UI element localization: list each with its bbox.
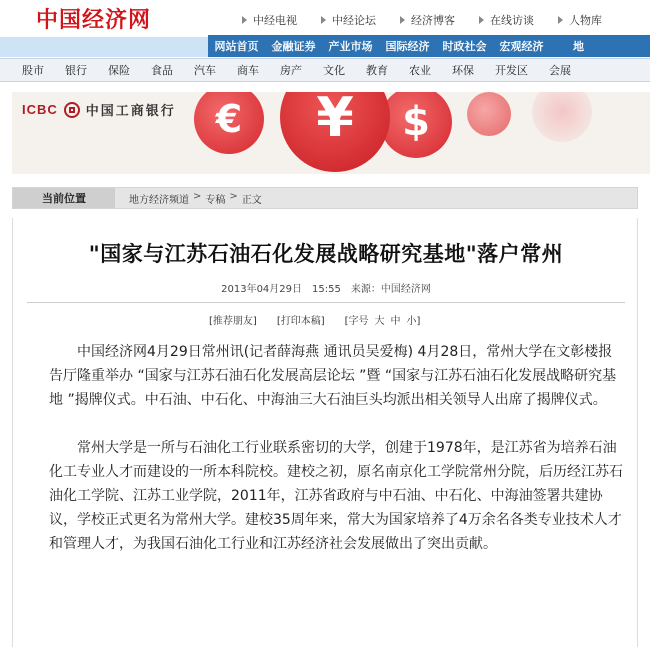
article-source: 来源：中国经济网: [350, 284, 431, 295]
font-size-small-link[interactable]: 小]: [406, 316, 421, 327]
article-date: 2013年04月29日: [221, 284, 303, 295]
breadcrumb-item-local-economy[interactable]: 地方经济频道: [129, 194, 189, 206]
breadcrumb-separator: >: [193, 190, 202, 202]
subnav-item[interactable]: 汽车: [194, 64, 216, 77]
icbc-brand-cn: 中国工商银行: [85, 104, 176, 119]
top-links: [242, 12, 626, 28]
nav-local[interactable]: 地: [573, 40, 584, 53]
nav-macro[interactable]: 宏观经济: [499, 40, 544, 53]
triangle-bullet-icon: [242, 16, 247, 24]
top-link-forum[interactable]: 中经论坛: [321, 12, 376, 28]
print-article-link[interactable]: [打印本稿]: [276, 316, 325, 327]
article-time: 15:55: [312, 284, 341, 295]
meta-divider: [27, 302, 625, 303]
nav-industry[interactable]: 产业市场: [328, 40, 373, 53]
decorative-coin-icon: [532, 92, 592, 142]
dollar-coin-icon: $: [380, 92, 452, 158]
subnav-item[interactable]: 银行: [65, 64, 87, 77]
main-nav: [208, 35, 650, 57]
triangle-bullet-icon: [400, 16, 405, 24]
subnav-item[interactable]: 教育: [366, 64, 388, 77]
article-meta: [13, 280, 639, 295]
nav-politics[interactable]: 时政社会: [442, 40, 487, 53]
breadcrumb-item-current: 正文: [241, 194, 262, 206]
triangle-bullet-icon: [321, 16, 326, 24]
breadcrumb-separator: >: [229, 190, 238, 202]
icbc-logo-icon: [64, 102, 80, 118]
article-paragraph: 中国经济网4月29日常州讯(记者薛海燕 通讯员吴爱梅) 4月28日，常州大学在文彰楼报告厅隆重举办 “国家与江苏石油石化发展高层论坛 ”暨 “国家与江苏石油石化发展战略研究基地 ”揭牌仪式。中石油、中石化、中海油三大石油巨头均派出相关领导人出席了揭牌仪式。: [49, 344, 617, 408]
article-body: [49, 340, 625, 580]
breadcrumb-trail: [115, 191, 262, 206]
nav-finance[interactable]: 金融证券: [271, 40, 316, 53]
breadcrumb-item-feature[interactable]: 专稿: [205, 194, 226, 206]
subnav-item[interactable]: 农业: [409, 64, 431, 77]
top-link-people[interactable]: 人物库: [558, 12, 602, 28]
article-paragraph: 常州大学是一所与石油化工行业联系密切的大学，创建于1978年，是江苏省为培养石油化工专业人才而建设的一所本科院校。建校之初，原名南京化工学院常州分院，后历经江苏石油化工学院、江苏工业学院，2011年，江苏省政府与中石油、中石化、中海油签署共建协议，学校正式更名为常州大学。建校35周年来，常大为国家培养了4万余名各类专业技术人才和管理人才，为我国石油化工行业和江苏经济社会发展做出了突出贡献。: [49, 440, 623, 552]
icbc-banner-ad[interactable]: [12, 92, 650, 174]
subnav-item[interactable]: 环保: [452, 64, 474, 77]
logo-text-cn: 中国经济网: [36, 7, 152, 33]
triangle-bullet-icon: [558, 16, 563, 24]
subnav-item[interactable]: 商车: [237, 64, 259, 77]
subnav-item[interactable]: 股市: [22, 64, 44, 77]
sub-nav: [0, 58, 650, 82]
icbc-brand-en: ICBC: [22, 102, 58, 117]
breadcrumb-label: 当前位置: [13, 188, 115, 208]
subnav-item[interactable]: 开发区: [495, 64, 528, 77]
euro-coin-icon: €: [194, 92, 264, 154]
subnav-item[interactable]: 保险: [108, 64, 130, 77]
nav-left-strip: [0, 37, 208, 57]
nav-home[interactable]: 网站首页: [214, 40, 259, 53]
subnav-item[interactable]: 房产: [280, 64, 302, 77]
top-link-tv[interactable]: 中经电视: [242, 12, 297, 28]
subnav-item[interactable]: 食品: [151, 64, 173, 77]
breadcrumb: [12, 187, 638, 209]
yen-coin-icon: ¥: [280, 92, 390, 172]
font-size-label: [字号: [344, 316, 369, 327]
article: [12, 218, 638, 647]
icbc-brand: [22, 100, 176, 119]
top-link-blog[interactable]: 经济博客: [400, 12, 455, 28]
subnav-item[interactable]: 文化: [323, 64, 345, 77]
subnav-item[interactable]: 会展: [549, 64, 571, 77]
recommend-friend-link[interactable]: [推荐朋友]: [209, 316, 257, 327]
top-link-interview[interactable]: 在线访谈: [479, 12, 534, 28]
font-size-medium-link[interactable]: 中: [390, 316, 401, 327]
font-size-large-link[interactable]: 大: [374, 316, 385, 327]
triangle-bullet-icon: [479, 16, 484, 24]
article-tools: [209, 312, 420, 327]
article-title: "国家与江苏石油石化发展战略研究基地"落户常州: [88, 242, 564, 266]
nav-international[interactable]: 国际经济: [385, 40, 430, 53]
decorative-coin-icon: [467, 92, 511, 136]
